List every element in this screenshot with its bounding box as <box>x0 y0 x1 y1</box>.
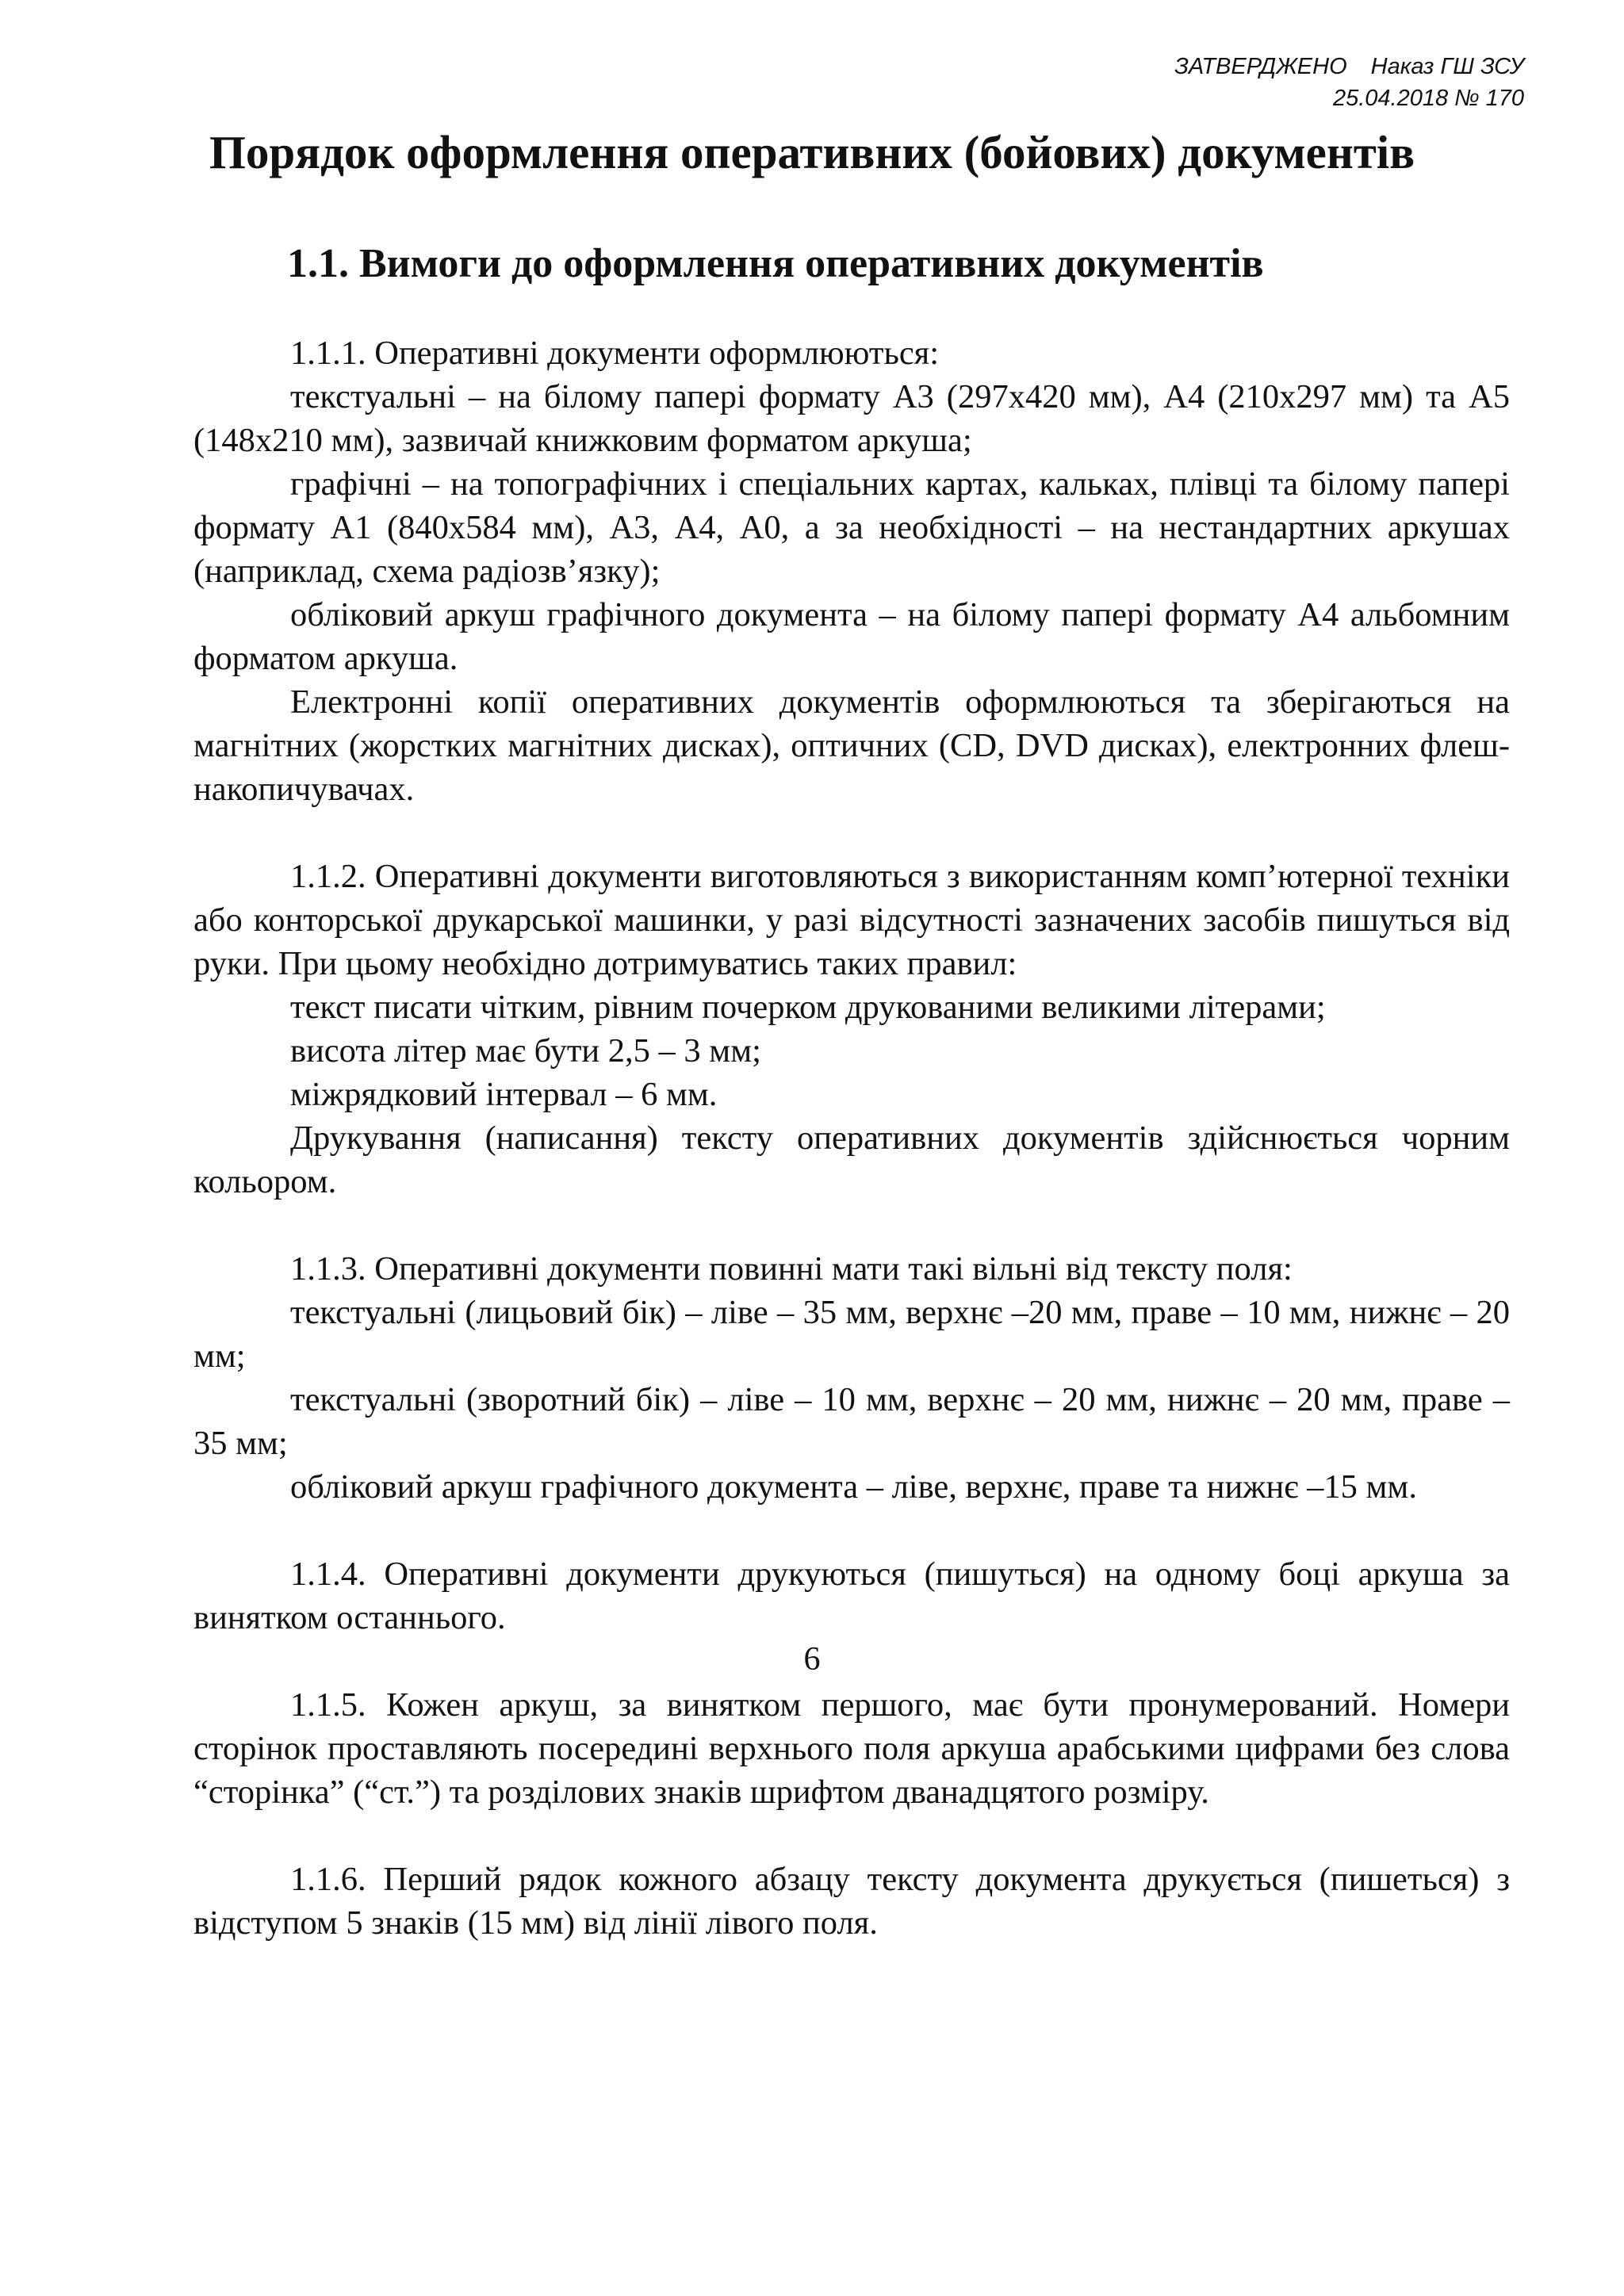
approval-order: Наказ ГШ ЗСУ <box>1370 54 1524 79</box>
paragraph-text-formats: текстуальні – на білому папері формату А3 (297х420 мм), А4 (210х297 мм) та А5 (148х210 мм), зазвичай книжковим форматом аркуша; <box>193 378 1510 459</box>
paragraph-rule-letter-height: висота літер має бути 2,5 – 3 мм; <box>290 1032 761 1070</box>
section-title: 1.1. Вимоги до оформлення оперативних документів <box>287 241 1264 286</box>
paragraph-electronic-copies: Електронні копії оперативних документів оформлюються та зберігаються на магнітних (жорстких магнітних дисках), оптичних (CD, DVD дисках), електронних флеш-накопичувачах. <box>193 683 1510 808</box>
paragraph-margins-record-sheet: обліковий аркуш графічного документа – ліве, верхнє, праве та нижнє –15 мм. <box>290 1468 1417 1506</box>
paragraph-1-1-2: 1.1.2. Оперативні документи виготовляються з використанням комп’ютерної техніки або конторської друкарської машинки, у разі відсутності зазначених засобів пишуться від руки. При цьому необхідно дотримуватись таких правил: <box>193 858 1510 982</box>
paragraph-1-1-4: 1.1.4. Оперативні документи друкуються (пишуться) на одному боці аркуша за винятком останнього. <box>193 1556 1510 1636</box>
paragraph-1-1-1: 1.1.1. Оперативні документи оформлюються: <box>290 335 940 372</box>
paragraph-margins-front: текстуальні (лицьовий бік) – ліве – 35 мм, верхнє –20 мм, праве – 10 мм, нижнє – 20 мм; <box>193 1294 1510 1375</box>
paragraph-print-color: Друкування (написання) тексту оперативних документів здійснюється чорним кольором. <box>193 1119 1510 1200</box>
document-body <box>193 331 1510 1945</box>
approval-stamp-line-1 <box>1174 52 1524 81</box>
document-title: Порядок оформлення оперативних (бойових) документів <box>209 126 1415 178</box>
paragraph-1-1-5: 1.1.5. Кожен аркуш, за винятком першого, має бути пронумерований. Номери сторінок проставляють посередині верхнього поля аркуша арабськими цифрами без слова “сторінка” (“ст.”) та розділових знаків шрифтом дванадцятого розміру. <box>193 1686 1510 1811</box>
paragraph-rule-line-spacing: міжрядковий інтервал – 6 мм. <box>290 1076 718 1113</box>
paragraph-record-sheet: обліковий аркуш графічного документа – на білому папері формату А4 альбомним форматом аркуша. <box>193 596 1510 677</box>
approval-label: ЗАТВЕРДЖЕНО <box>1174 54 1347 79</box>
paragraph-graphic-formats: графічні – на топографічних і спеціальних картах, кальках, плівці та білому папері формату А1 (840х584 мм), А3, А4, А0, а за необхідності – на нестандартних аркушах (наприклад, схема радіозв’язку); <box>193 465 1510 590</box>
paragraph-1-1-6: 1.1.6. Перший рядок кожного абзацу тексту документа друкується (пишеться) з відступом 5 знаків (15 мм) від лінії лівого поля. <box>193 1861 1510 1942</box>
paragraph-1-1-3: 1.1.3. Оперативні документи повинні мати такі вільні від тексту поля: <box>290 1250 1293 1288</box>
paragraph-rule-handwriting: текст писати чітким, рівним почерком друкованими великими літерами; <box>290 989 1326 1026</box>
paragraph-margins-back: текстуальні (зворотний бік) – ліве – 10 мм, верхнє – 20 мм, нижнє – 20 мм, праве – 35 мм; <box>193 1381 1510 1462</box>
page-number: 6 <box>803 1641 821 1678</box>
approval-date-number: 25.04.2018 № 170 <box>1332 86 1524 111</box>
